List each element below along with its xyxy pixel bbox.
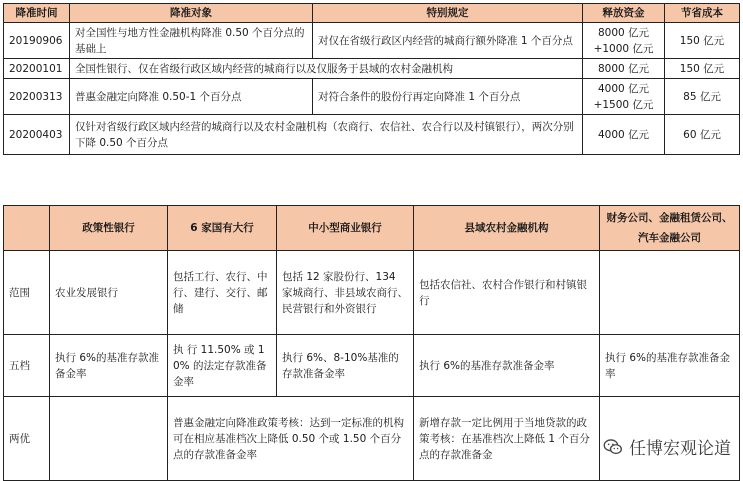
header-date: 降准时间 [4,4,70,23]
header-finance-companies: 财务公司、金融租赁公司、汽车金融公司 [600,206,740,251]
funds-base: 8000 亿元 [597,26,650,39]
header-special: 特别规定 [313,4,583,23]
cell-target: 仅针对省级行政区域内经营的城商行以及农村金融机构（农商行、农信社、农合行以及村镇银行），两次分别下降 0.50 个百分点 [70,115,583,155]
cell-target: 对全国性与地方性金融机构降准 0.50 个百分点的基础上 [70,23,313,59]
header-funds: 释放资金 [583,4,665,23]
header-saving: 节省成本 [665,4,740,23]
cell-saving: 60 亿元 [665,115,740,155]
header-policy-banks: 政策性银行 [50,206,168,251]
table-row [4,59,740,79]
table-row [4,251,740,335]
cell-finance: 执行 6%的基准存款准备金率 [600,335,740,397]
wechat-icon [603,437,623,457]
cell-sme: 执行 6%、8-10%基准的存款准备金率 [277,335,414,397]
cell-inclusive: 普惠金融定向降准政策考核：达到一定标准的机构可在相应基准档次上降低 0.50 个或 1.50 个百分点的存款准备金率 [168,397,414,481]
cell-date: 20200313 [4,79,70,115]
cell-special: 对符合条件的股份行再定向降准 1 个百分点 [313,79,583,115]
header-rural: 县域农村金融机构 [414,206,600,251]
cell-rural: 执行 6%的基准存款准备金率 [414,335,600,397]
cell-rural: 包括农信社、农村合作银行和村镇银行 [414,251,600,335]
cell-funds: 8000 亿元 [583,59,665,79]
table-row [4,115,740,155]
cell-funds [583,23,665,59]
watermark-text: 任博宏观论道 [629,439,731,459]
funds-extra: +1000 亿元 [593,42,654,55]
row-label-two: 两优 [4,397,50,481]
cell-policy [50,397,168,481]
cell-saving: 150 亿元 [665,23,740,59]
cell-target: 普惠金融定向降准 0.50-1 个百分点 [70,79,313,115]
cell-policy: 执行 6%的基准存款准备金率 [50,335,168,397]
cell-saving: 150 亿元 [665,59,740,79]
watermark [603,434,731,459]
header-big-six: 6 家国有大行 [168,206,277,251]
table1-header-row [4,4,740,23]
funds-base: 4000 亿元 [597,82,650,95]
table-row [4,23,740,59]
cell-date: 20190906 [4,23,70,59]
row-label-scope: 范围 [4,251,50,335]
table-row [4,335,740,397]
cell-sme: 包括 12 家股份行、134 家城商行、非县域农商行、民营银行和外资银行 [277,251,414,335]
funds-extra: +1500 亿元 [593,98,654,111]
cell-date: 20200101 [4,59,70,79]
table2-header-row [4,206,740,251]
row-label-five: 五档 [4,335,50,397]
cell-special: 对仅在省级行政区内经营的城商行额外降准 1 个百分点 [313,23,583,59]
cell-target: 全国性银行、仅在省级行政区域内经营的城商行以及仅服务于县域的农村金融机构 [70,59,583,79]
header-sme-banks: 中小型商业银行 [277,206,414,251]
header-target: 降准对象 [70,4,313,23]
cell-big6: 执 行 11.50% 或 10% 的法定存款准备金率 [168,335,277,397]
cell-funds [583,79,665,115]
cell-policy: 农业发展银行 [50,251,168,335]
cell-saving: 85 亿元 [665,79,740,115]
cell-rural: 新增存款一定比例用于当地贷款的政策考核：在基准档次上降低 1 个百分点的存款准备金 [414,397,600,481]
rrr-cut-history-table [3,3,740,155]
cell-funds: 4000 亿元 [583,115,665,155]
table-row [4,79,740,115]
cell-big6: 包括工行、农行、中行、建行、交行、邮储 [168,251,277,335]
cell-finance [600,251,740,335]
header-blank [4,206,50,251]
cell-date: 20200403 [4,115,70,155]
